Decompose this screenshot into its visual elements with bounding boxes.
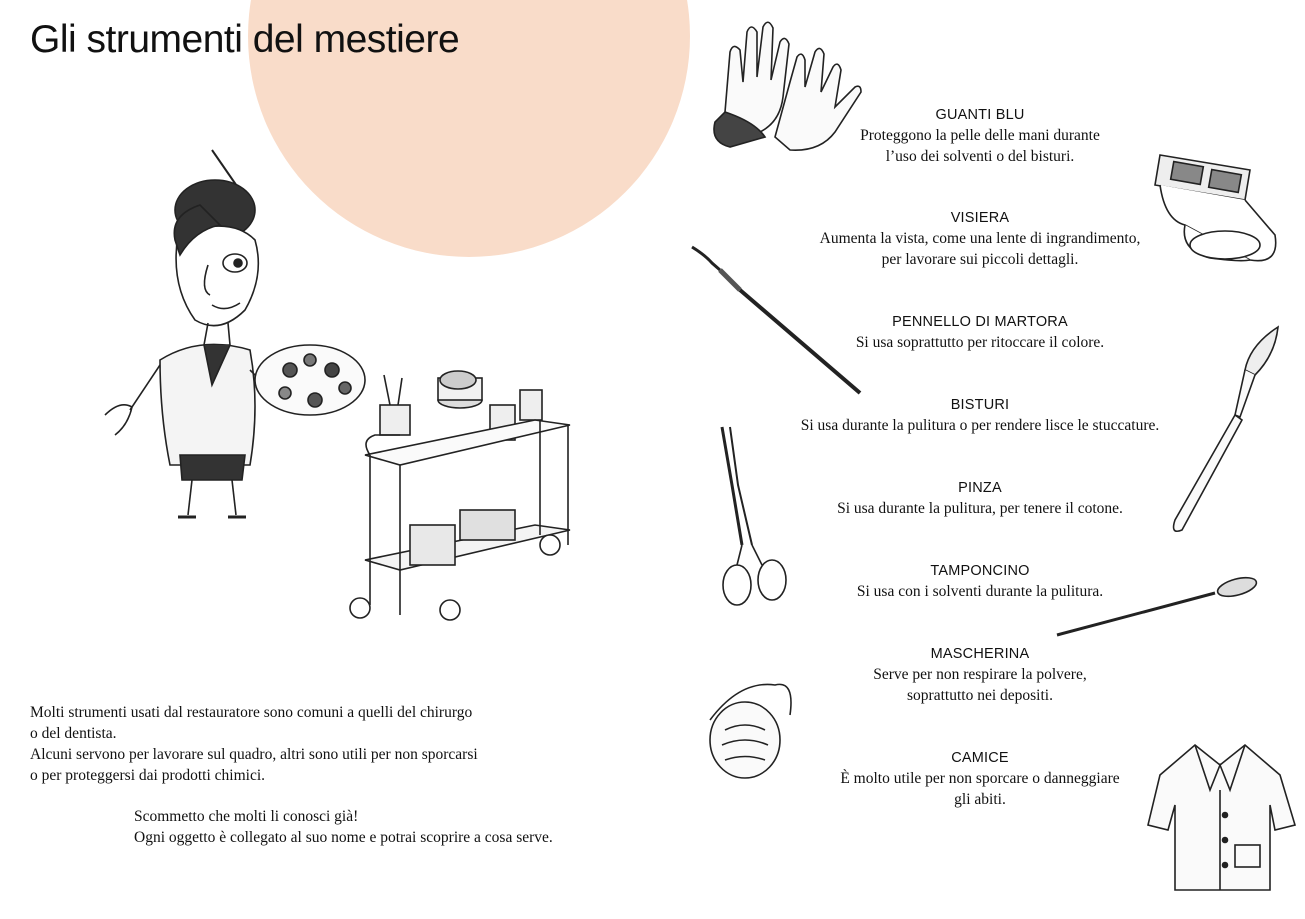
intro-line: Alcuni servono per lavorare sul quadro, altri sono utili per non sporcarsi (30, 746, 478, 763)
tool-name: GUANTI BLU (935, 107, 1025, 123)
tool-name: CAMICE (951, 750, 1009, 766)
tool-desc: Proteggono la pelle delle mani durante (860, 127, 1100, 144)
tool-desc: Si usa soprattutto per ritoccare il colore. (855, 334, 1105, 351)
tool-bisturi (770, 395, 1190, 436)
tool-name: MASCHERINA (930, 646, 1030, 662)
tool-camice (770, 748, 1190, 810)
page-title: Gli strumenti del mestiere (30, 18, 460, 61)
intro-line: Molti strumenti usati dal restauratore sono comuni a quelli del chirurgo (30, 704, 473, 721)
tool-name: VISIERA (950, 210, 1010, 226)
tool-desc: Si usa con i solventi durante la pulitura. (856, 583, 1104, 600)
tool-name: BISTURI (950, 397, 1010, 413)
closing-line: Ogni oggetto è collegato al suo nome e potrai scoprire a cosa serve. (134, 829, 553, 846)
tool-desc: È molto utile per non sporcare o danneggiare (840, 770, 1120, 787)
tool-desc: Aumenta la vista, come una lente di ingrandimento, (819, 230, 1141, 247)
intro-line: o per proteggersi dai prodotti chimici. (30, 767, 266, 784)
tool-name: TAMPONCINO (930, 563, 1030, 579)
tool-pennello (770, 312, 1190, 353)
tool-desc: gli abiti. (954, 791, 1006, 808)
intro-line: o del dentista. (30, 725, 117, 742)
tool-guanti-blu (770, 105, 1190, 167)
tool-desc: Serve per non respirare la polvere, (873, 666, 1087, 683)
cart-illustration (340, 360, 590, 630)
tool-desc: Si usa durante la pulitura o per rendere lisce le stuccature. (800, 417, 1160, 434)
closing-paragraph (134, 806, 654, 848)
tool-desc: l’uso dei solventi o del bisturi. (885, 148, 1075, 165)
tool-mascherina (770, 644, 1190, 706)
tool-desc: soprattutto nei depositi. (907, 687, 1053, 704)
closing-line: Scommetto che molti li conosci già! (134, 808, 359, 825)
restorer-illustration (100, 145, 370, 525)
tool-name: PENNELLO DI MARTORA (892, 314, 1068, 330)
tool-name: PINZA (958, 480, 1002, 496)
tool-pinza (770, 478, 1190, 519)
tool-desc: per lavorare sui piccoli dettagli. (881, 251, 1079, 268)
tool-tamponcino (770, 561, 1190, 602)
tool-visiera (770, 208, 1190, 270)
intro-paragraph (30, 702, 550, 786)
tool-desc: Si usa durante la pulitura, per tenere il cotone. (837, 500, 1123, 517)
